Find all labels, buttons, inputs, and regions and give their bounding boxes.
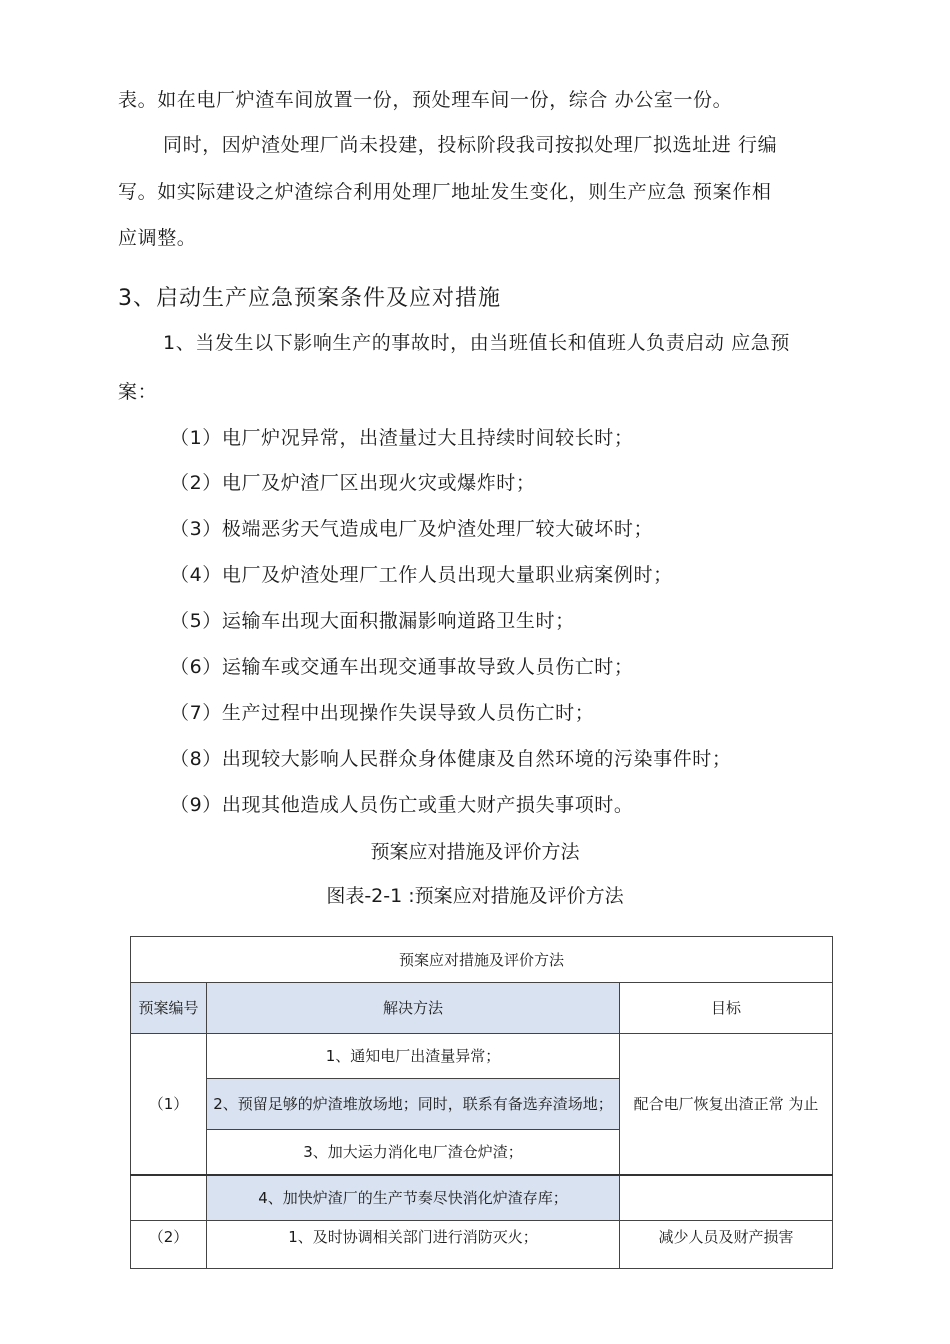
table-caption-title: 预案应对措施及评价方法 xyxy=(370,841,580,863)
list-item: （4）电厂及炉渣处理厂工作人员出现大量职业病案例时； xyxy=(170,564,673,586)
plan-number-cell: （1） xyxy=(131,1034,207,1175)
table-row xyxy=(131,1221,833,1269)
table-row xyxy=(131,1175,833,1221)
header-goal: 目标 xyxy=(620,983,833,1034)
paragraph-line: 表。如在电厂炉渣车间放置一份，预处理车间一份，综合 办公室一份。 xyxy=(118,89,733,111)
list-item: （9）出现其他造成人员伤亡或重大财产损失事项时。 xyxy=(170,794,634,816)
list-item: （6）运输车或交通车出现交通事故导致人员伤亡时； xyxy=(170,656,634,678)
header-method: 解决方法 xyxy=(207,983,620,1034)
section-heading: 3、启动生产应急预案条件及应对措施 xyxy=(118,286,501,311)
paragraph-line: 应调整。 xyxy=(118,227,197,249)
paragraph-line: 同时，因炉渣处理厂尚未投建，投标阶段我司按拟处理厂拟选址进 行编 xyxy=(163,134,778,156)
list-item: （8）出现较大影响人民群众身体健康及自然环境的污染事件时； xyxy=(170,748,732,770)
list-item: （7）生产过程中出现操作失误导致人员伤亡时； xyxy=(170,702,595,724)
plan-number-cell xyxy=(131,1175,207,1221)
header-plan-number: 预案编号 xyxy=(131,983,207,1034)
list-item: （3）极端恶劣天气造成电厂及炉渣处理厂较大破坏时； xyxy=(170,518,654,540)
list-item: （2）电厂及炉渣厂区出现火灾或爆炸时； xyxy=(170,472,536,494)
method-cell: 2、预留足够的炉渣堆放场地；同时，联系有备选弃渣场地； xyxy=(207,1079,620,1130)
method-cell: 1、及时协调相关部门进行消防灭火； xyxy=(207,1221,620,1269)
list-item: （1）电厂炉况异常，出渣量过大且持续时间较长时； xyxy=(170,427,634,449)
paragraph-line: 写。如实际建设之炉渣综合利用处理厂地址发生变化，则生产应急 预案作相 xyxy=(118,181,772,203)
list-item: （5）运输车出现大面积撒漏影响道路卫生时； xyxy=(170,610,575,632)
plan-table xyxy=(130,936,833,1269)
goal-cell: 减少人员及财产损害 xyxy=(620,1221,833,1269)
goal-cell: 配合电厂恢复出渣正常 为止 xyxy=(620,1034,833,1175)
intro-line: 案： xyxy=(118,381,158,403)
intro-line: 1、当发生以下影响生产的事故时，由当班值长和值班人负责启动 应急预 xyxy=(163,332,790,354)
goal-cell xyxy=(620,1175,833,1221)
figure-caption: 图表-2-1 :预案应对措施及评价方法 xyxy=(326,885,624,907)
method-cell: 3、加大运力消化电厂渣仓炉渣； xyxy=(207,1130,620,1175)
plan-number-cell: （2） xyxy=(131,1221,207,1269)
method-cell: 4、加快炉渣厂的生产节奏尽快消化炉渣存库； xyxy=(207,1175,620,1221)
table-row xyxy=(131,1034,833,1079)
table-title: 预案应对措施及评价方法 xyxy=(131,937,833,983)
method-cell: 1、通知电厂出渣量异常； xyxy=(207,1034,620,1079)
